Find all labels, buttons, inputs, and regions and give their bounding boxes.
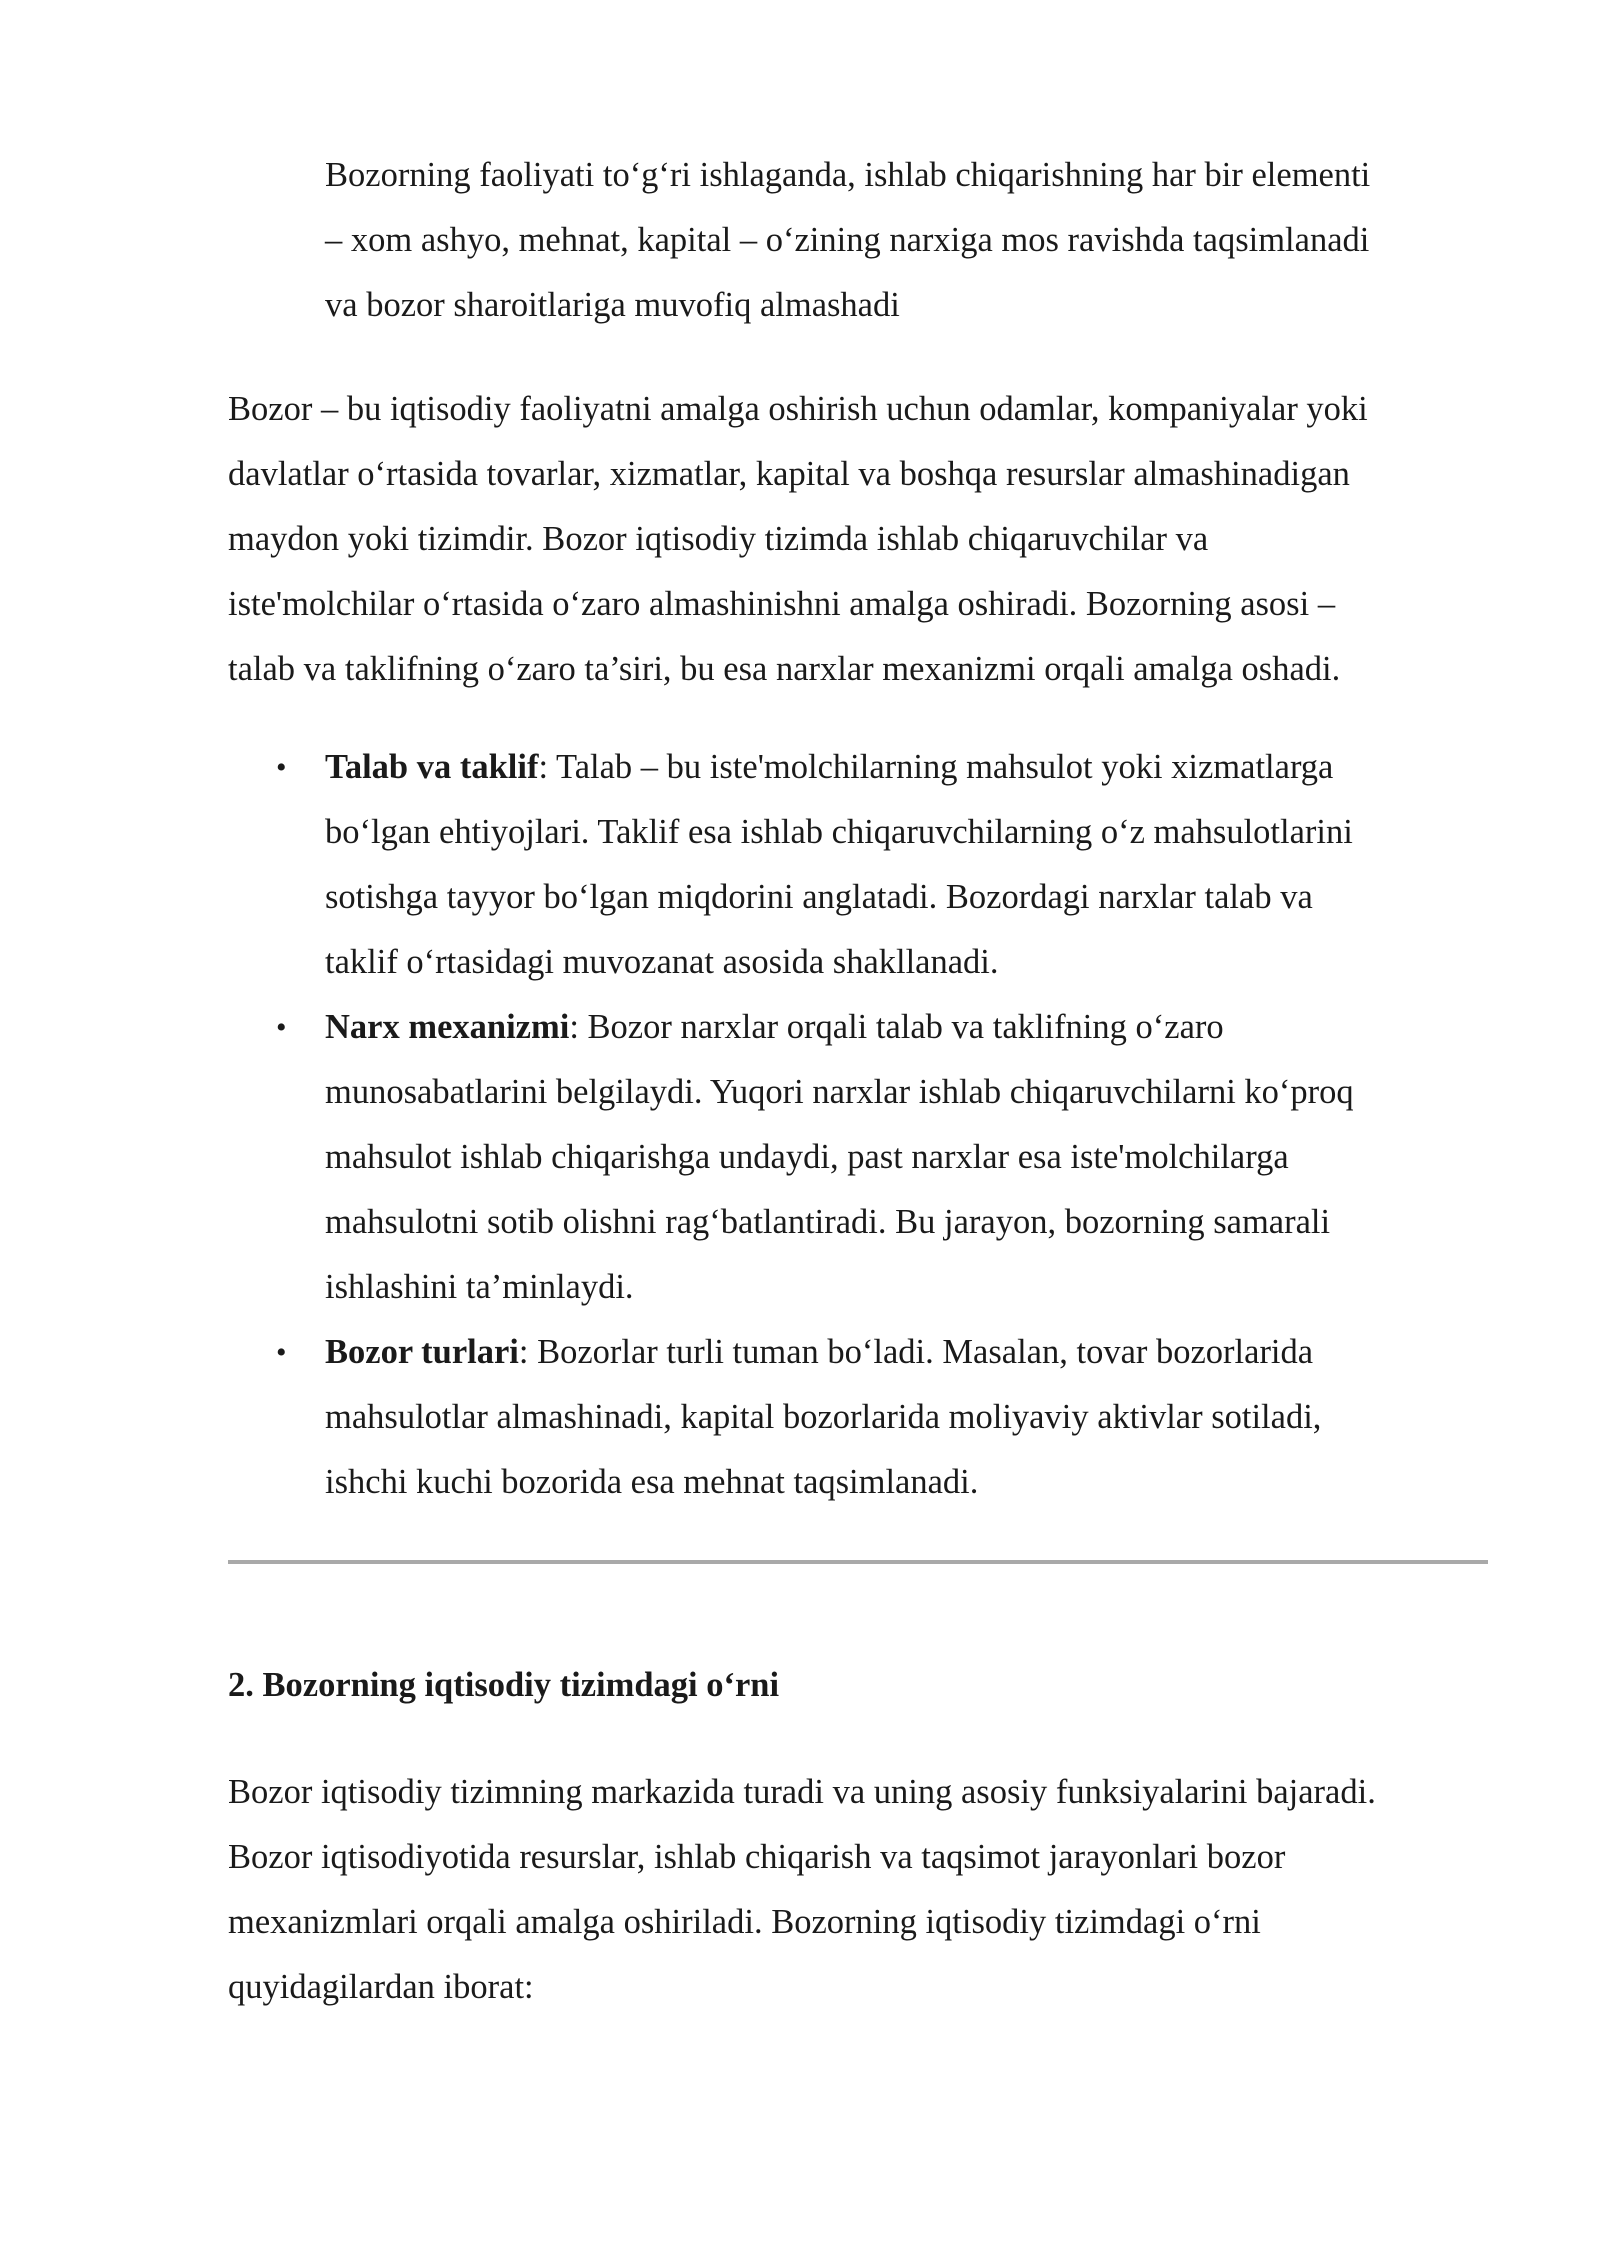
intro-paragraph [228, 377, 1368, 702]
text-line: Bozorning faoliyati to‘g‘ri ishlaganda, ishlab chiqarishning har bir elementi [325, 156, 1371, 194]
text-line: sotishga tayyor bo‘lgan miqdorini anglatadi. Bozordagi narxlar talab va [325, 878, 1313, 916]
text-line: Bozor iqtisodiy tizimning markazida turadi va uning asosiy funksiyalarini bajaradi. [228, 1773, 1376, 1811]
bullet-marker: • [276, 1011, 287, 1044]
bullet-marker: • [276, 1336, 287, 1369]
section-paragraph [228, 1760, 1376, 2020]
bullet-text: : Bozorlar turli tuman bo‘ladi. Masalan, tovar bozorlarida [518, 1333, 1314, 1371]
text-line: maydon yoki tizimdir. Bozor iqtisodiy tizimda ishlab chiqaruvchilar va [228, 520, 1209, 558]
text-line [325, 995, 1354, 1060]
text-line: Bozor – bu iqtisodiy faoliyatni amalga oshirish uchun odamlar, kompaniyalar yoki [228, 390, 1368, 428]
text-line: talab va taklifning o‘zaro ta’siri, bu esa narxlar mexanizmi orqali amalga oshadi. [228, 650, 1341, 688]
bullet-term: Talab va taklif [325, 748, 539, 786]
text-line: mahsulotni sotib olishni rag‘batlantiradi. Bu jarayon, bozorning samarali [325, 1203, 1331, 1241]
text-line: mahsulot ishlab chiqarishga undaydi, past narxlar esa iste'molchilarga [325, 1138, 1289, 1176]
text-line [325, 735, 1354, 800]
bullet-text: : Talab – bu iste'molchilarning mahsulot yoki xizmatlarga [538, 748, 1334, 786]
text-line: munosabatlarini belgilaydi. Yuqori narxlar ishlab chiqaruvchilarni ko‘proq [325, 1073, 1354, 1111]
text-line [325, 1320, 1354, 1385]
text-line: iste'molchilar o‘rtasida o‘zaro almashinishni amalga oshiradi. Bozorning asosi – [228, 585, 1336, 623]
text-line: taklif o‘rtasidagi muvozanat asosida shakllanadi. [325, 943, 999, 981]
text-line: – xom ashyo, mehnat, kapital – o‘zining narxiga mos ravishda taqsimlanadi [325, 221, 1370, 259]
section-heading: 2. Bozorning iqtisodiy tizimdagi o‘rni [228, 1666, 780, 1704]
text-line: ishchi kuchi bozorida esa mehnat taqsimlanadi. [325, 1463, 979, 1501]
text-line: ishlashini ta’minlaydi. [325, 1268, 634, 1306]
text-line: mahsulotlar almashinadi, kapital bozorlarida moliyaviy aktivlar sotiladi, [325, 1398, 1322, 1436]
list-item-bozor-turlari [228, 1320, 1354, 1515]
text-line: Bozor iqtisodiyotida resurslar, ishlab chiqarish va taqsimot jarayonlari bozor [228, 1838, 1286, 1876]
list-item-narx-mexanizmi [228, 995, 1354, 1320]
bullet-term: Bozor turlari [325, 1333, 519, 1371]
horizontal-divider [228, 1560, 1488, 1564]
bullet-text: : Bozor narxlar orqali talab va taklifning o‘zaro [569, 1008, 1224, 1046]
text-line: mexanizmlari orqali amalga oshiriladi. Bozorning iqtisodiy tizimdagi o‘rni [228, 1903, 1261, 1941]
list-item-talab-va-taklif [228, 735, 1354, 995]
bullet-term: Narx mexanizmi [325, 1008, 570, 1046]
bullet-marker: • [276, 751, 287, 784]
text-line: va bozor sharoitlariga muvofiq almashadi [325, 286, 900, 324]
text-line: davlatlar o‘rtasida tovarlar, xizmatlar, kapital va boshqa resurslar almashinadigan [228, 455, 1350, 493]
text-line: bo‘lgan ehtiyojlari. Taklif esa ishlab chiqaruvchilarning o‘z mahsulotlarini [325, 813, 1353, 851]
bullet-list [228, 735, 1354, 1515]
text-line: quyidagilardan iborat: [228, 1968, 534, 2006]
indented-quote-paragraph [325, 143, 1370, 338]
